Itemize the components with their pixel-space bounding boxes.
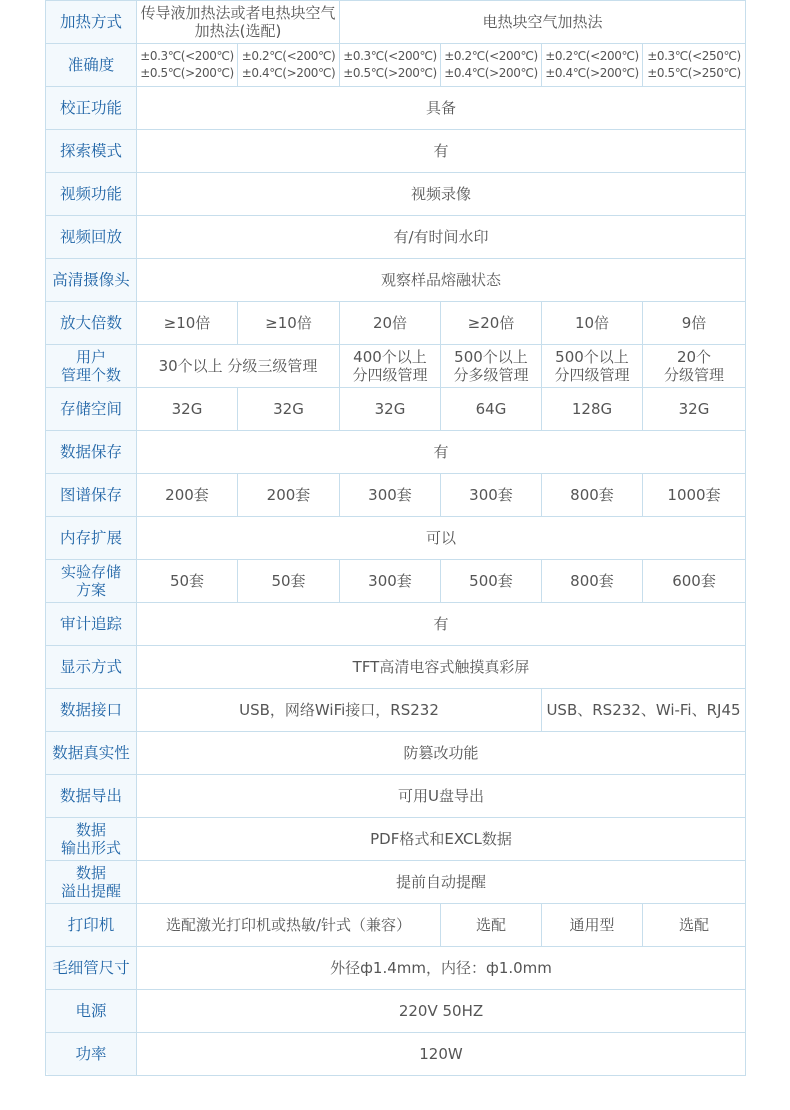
row-label: 内存扩展 [46, 517, 137, 560]
cell-value: 500套 [441, 560, 542, 603]
row-datasave [46, 431, 746, 474]
cell-value: 10倍 [542, 302, 643, 345]
cell-value: TFT高清电容式触摸真彩屏 [137, 646, 746, 689]
cell-value: 电热块空气加热法 [340, 1, 746, 44]
cell-value: USB，网络WiFi接口，RS232 [137, 689, 542, 732]
row-audit [46, 603, 746, 646]
row-outform [46, 818, 746, 861]
row-label: 用户 管理个数 [46, 345, 137, 388]
cell-value: ±0.3℃(<200℃) ±0.5℃(>200℃) [340, 44, 441, 87]
row-label: 实验存储 方案 [46, 560, 137, 603]
cell-value: 30个以上 分级三级管理 [137, 345, 340, 388]
row-label: 电源 [46, 990, 137, 1033]
row-playback [46, 216, 746, 259]
cell-value: 300套 [340, 474, 441, 517]
cell-value: 32G [643, 388, 746, 431]
row-authentic [46, 732, 746, 775]
cell-value: 选配 [441, 904, 542, 947]
row-explore [46, 130, 746, 173]
row-label: 数据 溢出提醒 [46, 861, 137, 904]
cell-value: 400个以上 分四级管理 [340, 345, 441, 388]
row-label: 校正功能 [46, 87, 137, 130]
row-label: 数据 输出形式 [46, 818, 137, 861]
row-label: 准确度 [46, 44, 137, 87]
cell-value: PDF格式和EXCL数据 [137, 818, 746, 861]
row-printer [46, 904, 746, 947]
row-label: 视频回放 [46, 216, 137, 259]
row-label: 存储空间 [46, 388, 137, 431]
row-export [46, 775, 746, 818]
cell-value: 50套 [238, 560, 340, 603]
cell-value: ±0.3℃(<250℃) ±0.5℃(>250℃) [643, 44, 746, 87]
cell-value: ±0.2℃(<200℃) ±0.4℃(>200℃) [542, 44, 643, 87]
row-label: 加热方式 [46, 1, 137, 44]
cell-value: 32G [340, 388, 441, 431]
cell-value: USB、RS232、Wi-Fi、RJ45 [542, 689, 746, 732]
cell-value: 有 [137, 431, 746, 474]
cell-value: 600套 [643, 560, 746, 603]
cell-value: ±0.2℃(<200℃) ±0.4℃(>200℃) [238, 44, 340, 87]
row-label: 数据真实性 [46, 732, 137, 775]
row-label: 探索模式 [46, 130, 137, 173]
row-calib [46, 87, 746, 130]
cell-value: 具备 [137, 87, 746, 130]
cell-value: 200套 [238, 474, 340, 517]
row-heating [46, 1, 746, 44]
row-label: 审计追踪 [46, 603, 137, 646]
row-label: 放大倍数 [46, 302, 137, 345]
cell-value: ≥20倍 [441, 302, 542, 345]
cell-value: 32G [238, 388, 340, 431]
cell-value: 20倍 [340, 302, 441, 345]
cell-value: 视频录像 [137, 173, 746, 216]
row-iface [46, 689, 746, 732]
row-label: 毛细管尺寸 [46, 947, 137, 990]
row-users [46, 345, 746, 388]
cell-value: ≥10倍 [137, 302, 238, 345]
cell-value: 可用U盘导出 [137, 775, 746, 818]
cell-value: 选配激光打印机或热敏/针式（兼容） [137, 904, 441, 947]
cell-value: ≥10倍 [238, 302, 340, 345]
row-memexp [46, 517, 746, 560]
cell-value: 可以 [137, 517, 746, 560]
row-label: 打印机 [46, 904, 137, 947]
row-label: 显示方式 [46, 646, 137, 689]
row-video [46, 173, 746, 216]
cell-value: 800套 [542, 474, 643, 517]
row-accuracy [46, 44, 746, 87]
row-label: 视频功能 [46, 173, 137, 216]
row-label: 高清摄像头 [46, 259, 137, 302]
row-label: 图谱保存 [46, 474, 137, 517]
cell-value: 防篡改功能 [137, 732, 746, 775]
cell-value: 300套 [441, 474, 542, 517]
cell-value: 外径ф1.4mm，内径：ф1.0mm [137, 947, 746, 990]
row-power [46, 990, 746, 1033]
cell-value: 选配 [643, 904, 746, 947]
cell-value: 300套 [340, 560, 441, 603]
cell-value: 有/有时间水印 [137, 216, 746, 259]
row-wattage [46, 1033, 746, 1076]
row-overflow [46, 861, 746, 904]
cell-value: 传导液加热法或者电热块空气加热法(选配) [137, 1, 340, 44]
cell-value: ±0.2℃(<200℃) ±0.4℃(>200℃) [441, 44, 542, 87]
spec-table [45, 0, 746, 1076]
cell-value: 500个以上 分多级管理 [441, 345, 542, 388]
cell-value: 220V 50HZ [137, 990, 746, 1033]
cell-value: 50套 [137, 560, 238, 603]
row-schemes [46, 560, 746, 603]
row-label: 数据导出 [46, 775, 137, 818]
row-label: 功率 [46, 1033, 137, 1076]
cell-value: 观察样品熔融状态 [137, 259, 746, 302]
cell-value: 提前自动提醒 [137, 861, 746, 904]
cell-value: 1000套 [643, 474, 746, 517]
cell-value: 800套 [542, 560, 643, 603]
row-label: 数据接口 [46, 689, 137, 732]
row-label: 数据保存 [46, 431, 137, 474]
cell-value: 128G [542, 388, 643, 431]
cell-value: 500个以上 分四级管理 [542, 345, 643, 388]
row-spectra [46, 474, 746, 517]
row-storage [46, 388, 746, 431]
row-zoom [46, 302, 746, 345]
cell-value: 9倍 [643, 302, 746, 345]
cell-value: 32G [137, 388, 238, 431]
cell-value: 200套 [137, 474, 238, 517]
cell-value: 120W [137, 1033, 746, 1076]
cell-value: 通用型 [542, 904, 643, 947]
cell-value: 有 [137, 130, 746, 173]
cell-value: 64G [441, 388, 542, 431]
cell-value: 有 [137, 603, 746, 646]
cell-value: ±0.3℃(<200℃) ±0.5℃(>200℃) [137, 44, 238, 87]
row-capillary [46, 947, 746, 990]
row-display [46, 646, 746, 689]
cell-value: 20个 分级管理 [643, 345, 746, 388]
row-camera [46, 259, 746, 302]
